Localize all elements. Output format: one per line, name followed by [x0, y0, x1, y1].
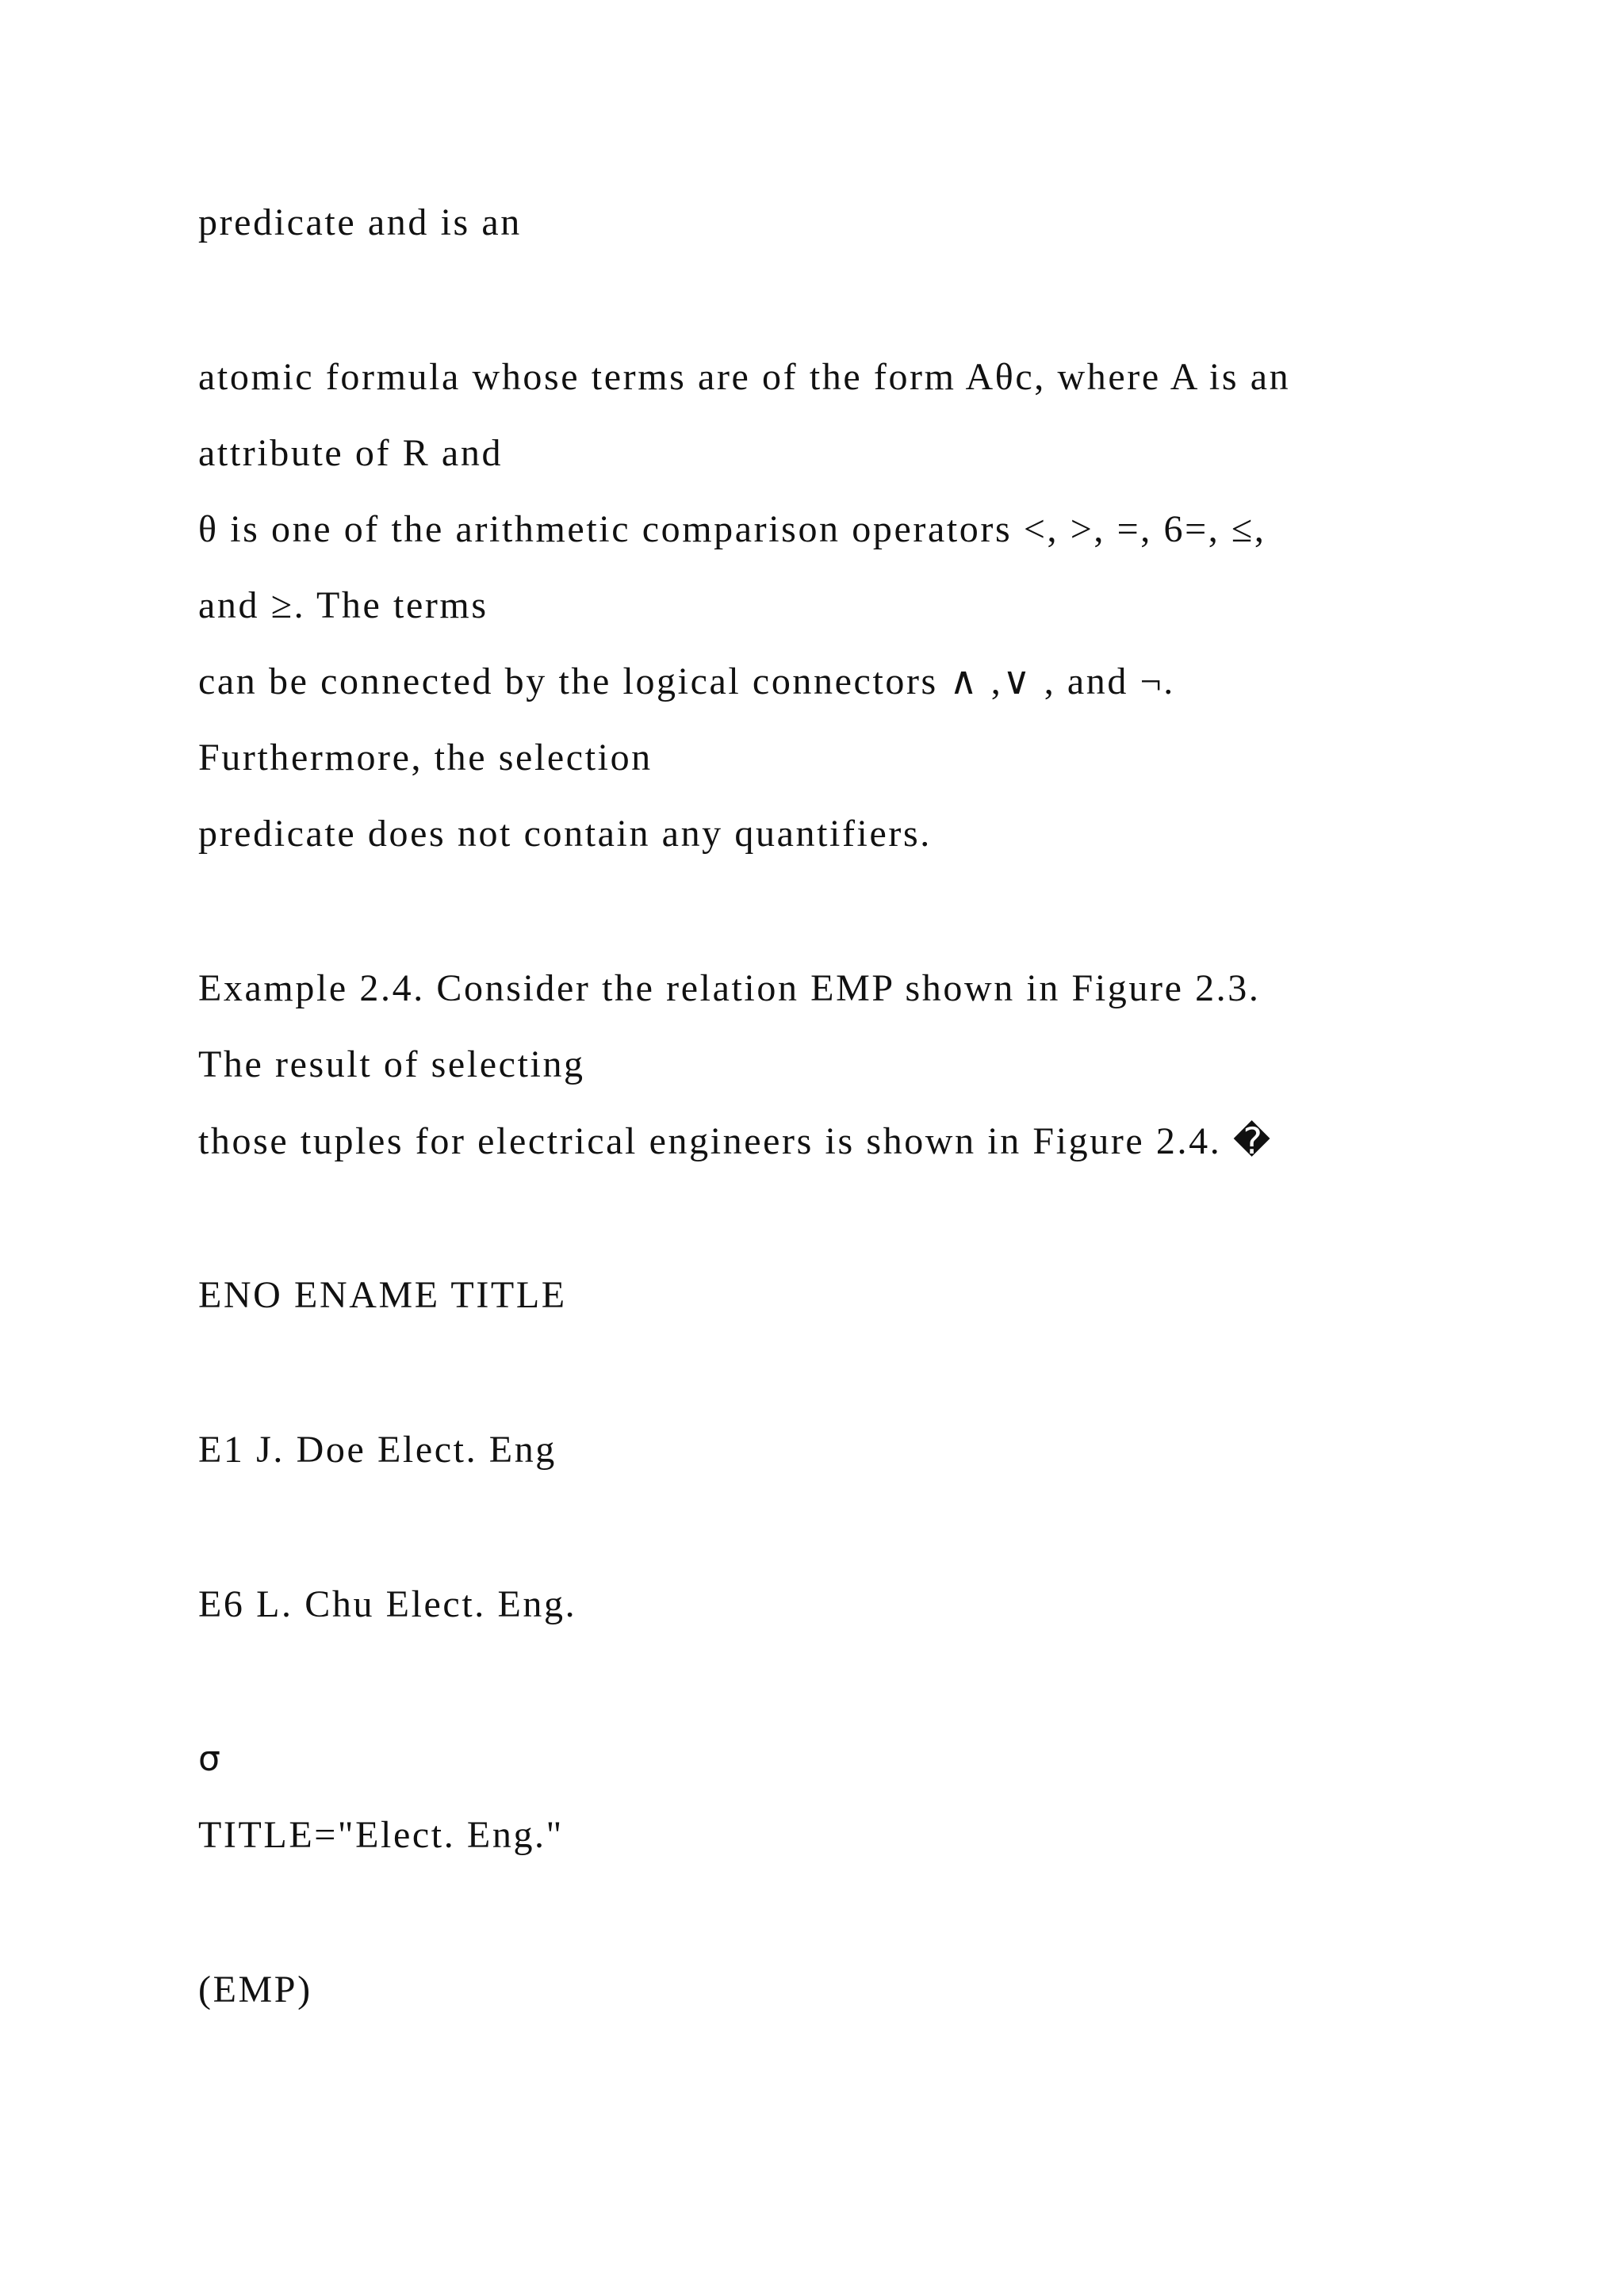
text-line-3: attribute of R and	[198, 432, 504, 474]
text-line-2: atomic formula whose terms are of the form Aθc, where A is an	[198, 356, 1291, 398]
text-line-7: Furthermore, the selection	[198, 737, 653, 779]
text-line-4: θ is one of the arithmetic comparison operators <, >, =, 6=, ≤,	[198, 508, 1266, 550]
table-header: ENO ENAME TITLE	[198, 1274, 567, 1316]
example-line-1: Example 2.4. Consider the relation EMP shown in Figure 2.3.	[198, 967, 1261, 1009]
example-line-3	[198, 1118, 1273, 1165]
text-line-1: predicate and is an	[198, 201, 522, 243]
example-line-2: The result of selecting	[198, 1043, 585, 1085]
table-row-2: E6 L. Chu Elect. Eng.	[198, 1583, 577, 1625]
table-row-1: E1 J. Doe Elect. Eng	[198, 1429, 557, 1471]
selection-predicate: TITLE="Elect. Eng."	[198, 1814, 564, 1856]
sigma-symbol: σ	[198, 1739, 223, 1779]
text-line-8: predicate does not contain any quantifiers.	[198, 813, 932, 855]
example-line-3-text: those tuples for electrical engineers is shown in Figure 2.4.	[198, 1120, 1222, 1162]
relation-name: (EMP)	[198, 1969, 312, 2011]
text-line-5: and ≥. The terms	[198, 584, 488, 626]
text-line-6: can be connected by the logical connectors ∧ ,∨ , and ¬.	[198, 660, 1175, 702]
replacement-character-icon: �	[1232, 1119, 1273, 1162]
